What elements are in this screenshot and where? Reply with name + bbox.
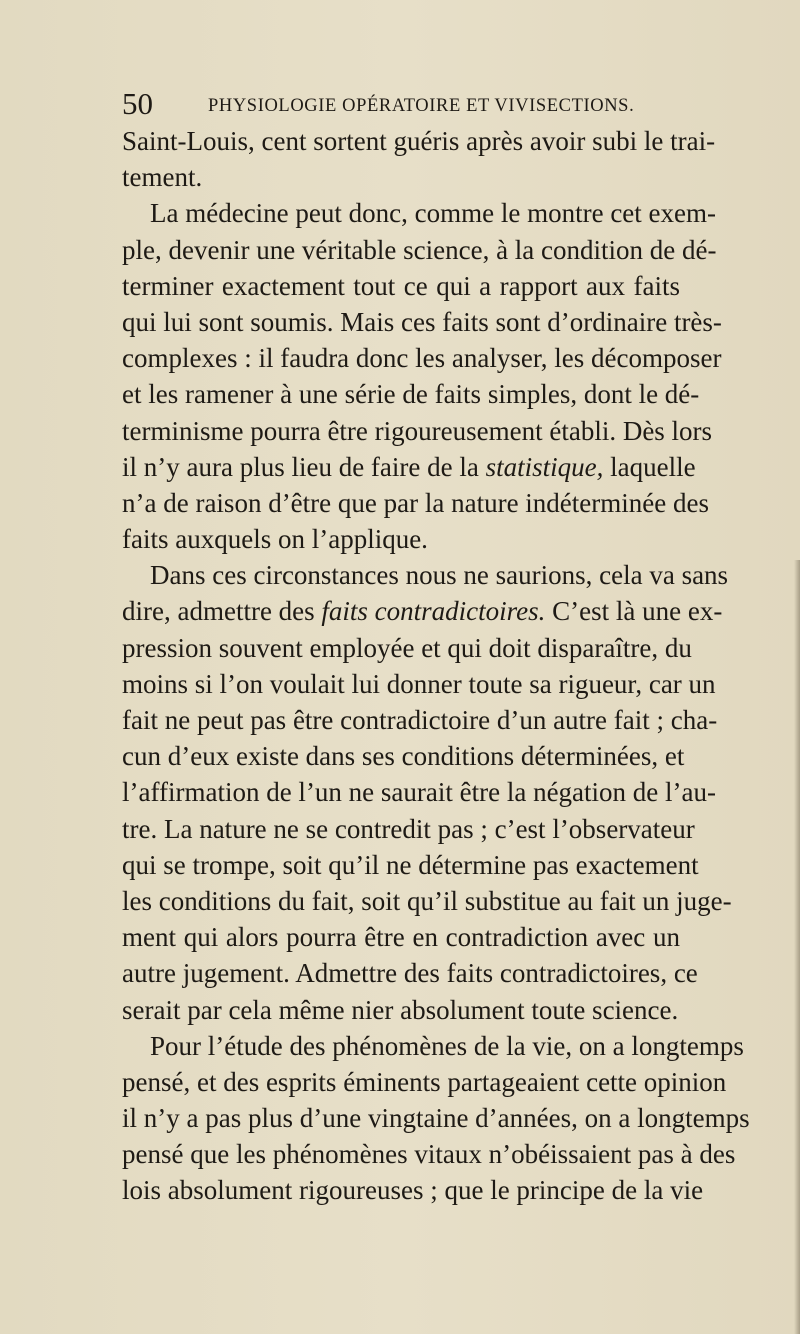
text-line: les conditions du fait, soit qu’il substitue au fait un juge- <box>122 885 732 916</box>
running-head: PHYSIOLOGIE OPÉRATOIRE ET VIVISECTIONS. <box>208 96 635 116</box>
text-segment: laquelle <box>610 451 696 482</box>
text-line: complexes : il faudra donc les analyser, les décomposer <box>122 343 722 374</box>
text-segment: C’est là une ex- <box>552 596 723 627</box>
text-line: lois absolument rigoureuses ; que le principe de la vie <box>122 1175 704 1206</box>
text-line: terminisme pourra être rigoureusement établi. Dès lors <box>122 415 713 446</box>
text-line: pression souvent employée et qui doit disparaître, du <box>122 632 692 663</box>
page-header <box>122 86 682 126</box>
text-line: qui se trompe, soit qu’il ne détermine pas exactement <box>122 849 699 880</box>
text-line: ple, devenir une véritable science, à la condition de dé- <box>122 234 717 265</box>
text-line: faits auxquels on l’applique. <box>122 524 428 555</box>
body-text <box>122 123 750 1209</box>
text-line: l’affirmation de l’un ne saurait être la négation de l’au- <box>122 777 716 808</box>
text-line: tement. <box>122 162 203 193</box>
paragraph-start-line: La médecine peut donc, comme le montre cet exem- <box>150 198 716 229</box>
text-line: cun d’eux existe dans ses conditions déterminées, et <box>122 741 685 772</box>
page-edge-shadow <box>794 560 800 1334</box>
text-line: il n’y a pas plus d’une vingtaine d’années, on a longtemps <box>122 1103 750 1134</box>
text-line: terminer exactement tout ce qui a rapport aux faits <box>122 270 680 301</box>
paragraph-start-line: Dans ces circonstances nous ne saurions, cela va sans <box>150 560 729 591</box>
text-line: n’a de raison d’être que par la nature indéterminée des <box>122 487 709 518</box>
text-line: ment qui alors pourra être en contradiction avec un <box>122 922 680 953</box>
text-line: fait ne peut pas être contradictoire d’un autre fait ; cha- <box>122 705 718 735</box>
text-line: pensé, et des esprits éminents partageaient cette opinion <box>122 1066 727 1097</box>
text-line-with-italic <box>122 449 696 485</box>
text-line: tre. La nature ne se contredit pas ; c’est l’observateur <box>122 813 695 844</box>
paragraph-start-line: Pour l’étude des phénomènes de la vie, on a longtemps <box>150 1030 744 1061</box>
text-line-with-italic <box>122 593 723 629</box>
text-segment: il n’y aura plus lieu de faire de la <box>122 451 479 482</box>
text-line: autre jugement. Admettre des faits contradictoires, ce <box>122 958 698 989</box>
text-segment: dire, admettre des <box>122 596 315 627</box>
text-line: qui lui sont soumis. Mais ces faits sont d’ordinaire très- <box>122 306 722 337</box>
page-number: 50 <box>122 86 153 121</box>
italic-term-statistique: statistique, <box>485 451 604 482</box>
text-line: moins si l’on voulait lui donner toute sa rigueur, car un <box>122 668 716 699</box>
italic-term-faits-contradictoires: faits contradictoires. <box>321 596 546 627</box>
text-line: pensé que les phénomènes vitaux n’obéissaient pas à des <box>122 1139 736 1170</box>
text-line: serait par cela même nier absolument toute science. <box>122 994 679 1025</box>
text-line: Saint-Louis, cent sortent guéris après avoir subi le trai- <box>122 126 716 156</box>
text-line: et les ramener à une série de faits simples, dont le dé- <box>122 379 700 410</box>
